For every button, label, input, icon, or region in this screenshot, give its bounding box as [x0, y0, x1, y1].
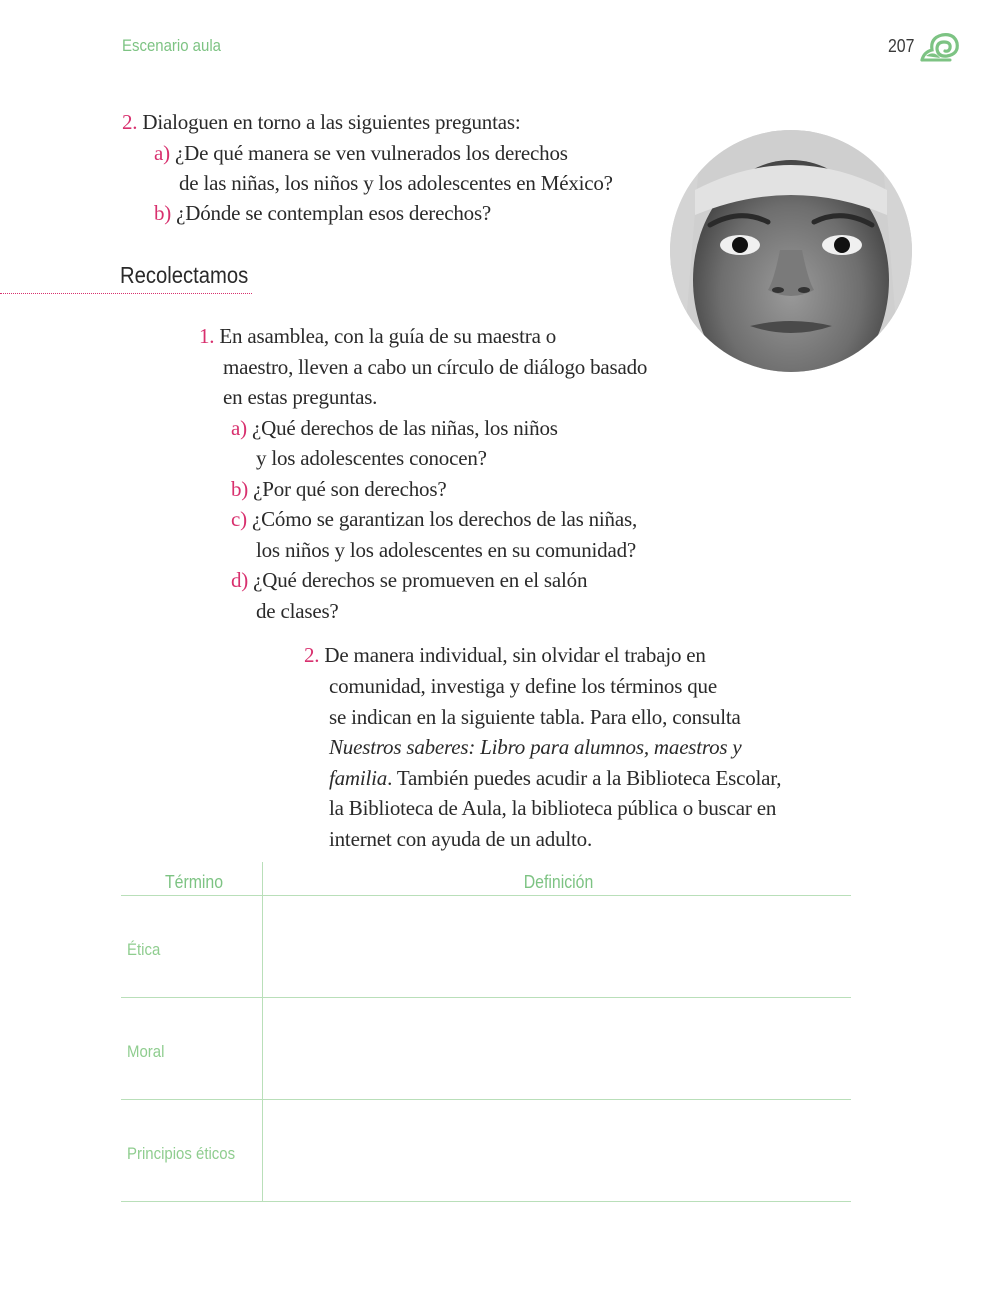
table-row-term: Moral — [127, 1042, 165, 1061]
item-text: ¿Qué derechos se promueven en el salón — [253, 568, 588, 592]
table-header-term: Término — [164, 872, 224, 892]
activity1-item-b — [231, 474, 446, 504]
activity2-text: De manera individual, sin olvidar el trabajo en — [324, 643, 706, 667]
terms-table — [121, 862, 851, 1202]
page-number: 207 — [888, 36, 915, 56]
activity2-line6: la Biblioteca de Aula, la biblioteca pública o buscar en — [329, 796, 777, 820]
activity2-line4 — [329, 732, 742, 762]
table-row-term: Ética — [127, 940, 161, 959]
activity2-line5 — [329, 763, 781, 793]
item-letter: d) — [231, 568, 249, 592]
activity1-line2: maestro, lleven a cabo un círculo de diálogo basado — [223, 355, 648, 379]
activity2-line3: se indican en la siguiente tabla. Para ello, consulta — [329, 705, 741, 729]
activity1-item-c-cont: los niños y los adolescentes en su comunidad? — [256, 538, 637, 562]
activity1-item-d-cont: de clases? — [256, 599, 339, 623]
item-text: ¿Cómo se garantizan los derechos de las niñas, — [251, 507, 637, 531]
activity2-text: . También puedes acudir a la Biblioteca Escolar, — [387, 766, 782, 790]
item-letter: a) — [154, 141, 170, 165]
child-portrait-photo — [670, 130, 912, 372]
item-letter: a) — [231, 416, 247, 440]
portrait-image — [670, 130, 912, 372]
item-letter: b) — [231, 477, 249, 501]
item-text: ¿Dónde se contemplan esos derechos? — [176, 201, 492, 225]
activity1-line1 — [199, 321, 556, 351]
table-row-definition[interactable] — [263, 1100, 851, 1201]
table-row-term: Principios éticos — [127, 1144, 236, 1163]
activity1-line3: en estas preguntas. — [223, 385, 378, 409]
table-row-definition[interactable] — [263, 998, 851, 1099]
table-row-definition[interactable] — [263, 896, 851, 997]
book-title-italic-end: familia — [329, 766, 388, 790]
activity2-line1 — [304, 640, 706, 670]
intro-item-a-cont: de las niñas, los niños y los adolescentes en México? — [179, 171, 613, 195]
intro-item-a — [154, 138, 568, 168]
snail-icon — [920, 30, 960, 62]
book-title-italic: Nuestros saberes: Libro para alumnos, maestros y — [329, 735, 742, 759]
section-title: Recolectamos — [120, 262, 249, 288]
activity2-line7: internet con ayuda de un adulto. — [329, 827, 593, 851]
section-underline — [0, 293, 252, 294]
activity1-text: En asamblea, con la guía de su maestra o — [219, 324, 557, 348]
item-text: ¿Qué derechos de las niñas, los niños — [251, 416, 558, 440]
intro-item-b — [154, 198, 491, 228]
activity1-item-d — [231, 565, 587, 595]
running-header: Escenario aula — [122, 36, 221, 55]
item-letter: c) — [231, 507, 247, 531]
activity1-item-a-cont: y los adolescentes conocen? — [256, 446, 487, 470]
activity2-number: 2. — [304, 643, 320, 667]
table-bottom-rule — [121, 1201, 851, 1202]
item-letter: b) — [154, 201, 172, 225]
item-text: ¿De qué manera se ven vulnerados los derechos — [174, 141, 568, 165]
activity1-item-a — [231, 413, 558, 443]
activity1-number: 1. — [199, 324, 215, 348]
item-text: ¿Por qué son derechos? — [253, 477, 447, 501]
table-header-definition: Definición — [523, 872, 594, 892]
intro-text: Dialoguen en torno a las siguientes preguntas: — [142, 110, 521, 134]
intro-number: 2. — [122, 110, 138, 134]
intro-question — [122, 107, 520, 137]
activity1-item-c — [231, 504, 637, 534]
activity2-line2: comunidad, investiga y define los términos que — [329, 674, 717, 698]
